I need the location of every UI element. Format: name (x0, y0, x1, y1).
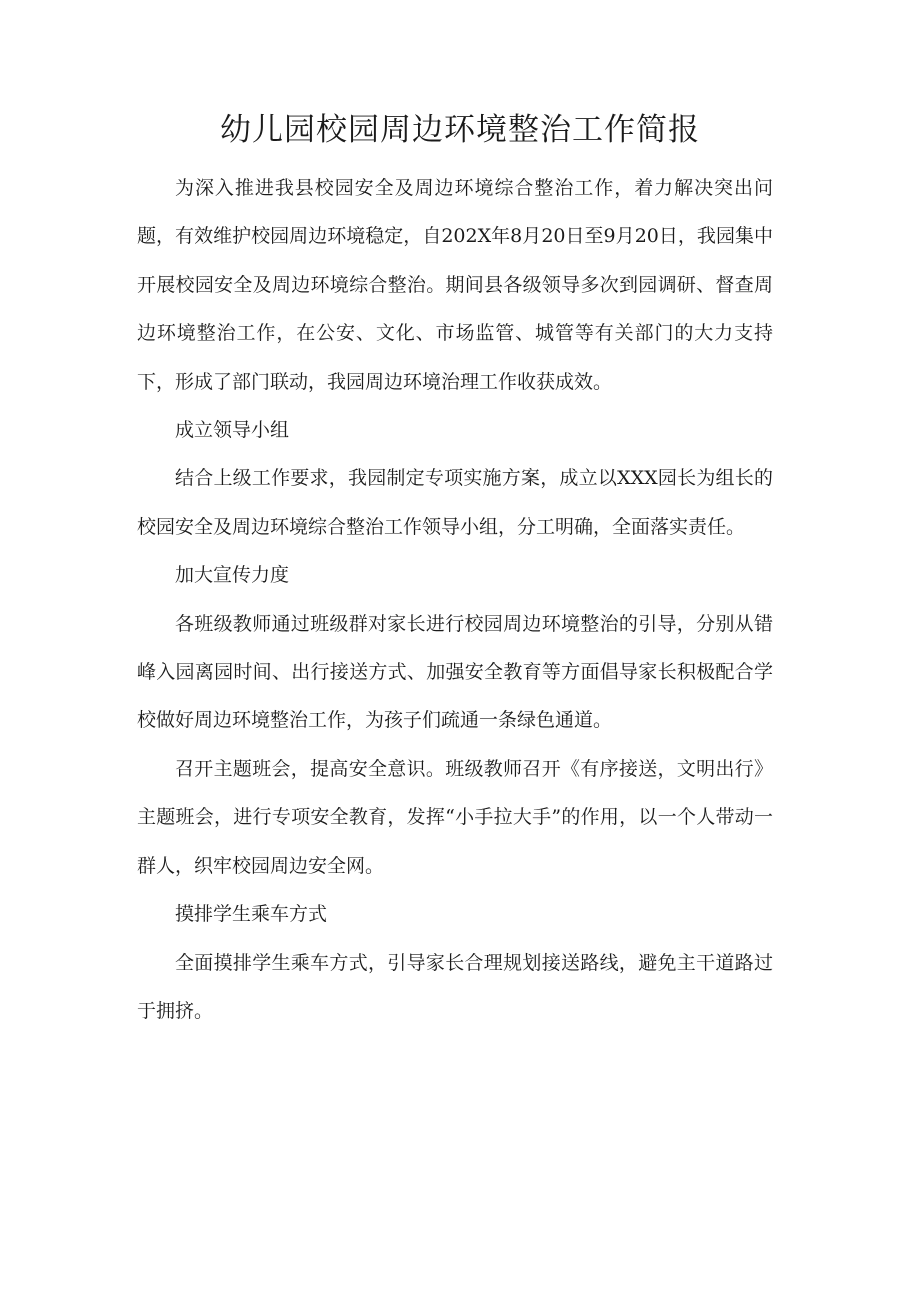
section-paragraph-publicity: 各班级教师通过班级群对家长进行校园周边环境整治的引导，分别从错峰入园离园时间、出行接送方式、加强安全教育等方面倡导家长积极配合学校做好周边环境整治工作，为孩子们疏通一条绿色通道。 (137, 612, 773, 732)
section-paragraph-leadership-group: 结合上级工作要求，我园制定专项实施方案，成立以XXX园长为组长的校园安全及周边环境综合整治工作领导小组，分工明确，全面落实责任。 (137, 467, 773, 538)
document-title: 幼儿园校园周边环境整治工作简报 (220, 112, 700, 148)
section-paragraph-transport-survey: 全面摸排学生乘车方式，引导家长合理规划接送路线，避免主干道路过于拥挤。 (137, 951, 773, 1022)
document-body (137, 164, 773, 1035)
section-paragraph-class-meeting: 召开主题班会，提高安全意识。班级教师召开《有序接送，文明出行》主题班会，进行专项安全教育，发挥“小手拉大手”的作用，以一个人带动一群人，织牢校园周边安全网。 (137, 757, 773, 877)
section-heading-leadership-group: 成立领导小组 (175, 419, 290, 442)
intro-paragraph: 为深入推进我县校园安全及周边环境综合整治工作，着力解决突出问题，有效维护校园周边环境稳定，自202X年8月20日至9月20日，我园集中开展校园安全及周边环境综合整治。期间县各级领导多次到园调研、督查周边环境整治工作，在公安、文化、市场监管、城管等有关部门的大力支持下，形成了部门联动，我园周边环境治理工作收获成效。 (137, 177, 773, 393)
section-heading-transport-survey: 摸排学生乘车方式 (175, 903, 328, 926)
section-heading-publicity: 加大宣传力度 (175, 564, 290, 587)
